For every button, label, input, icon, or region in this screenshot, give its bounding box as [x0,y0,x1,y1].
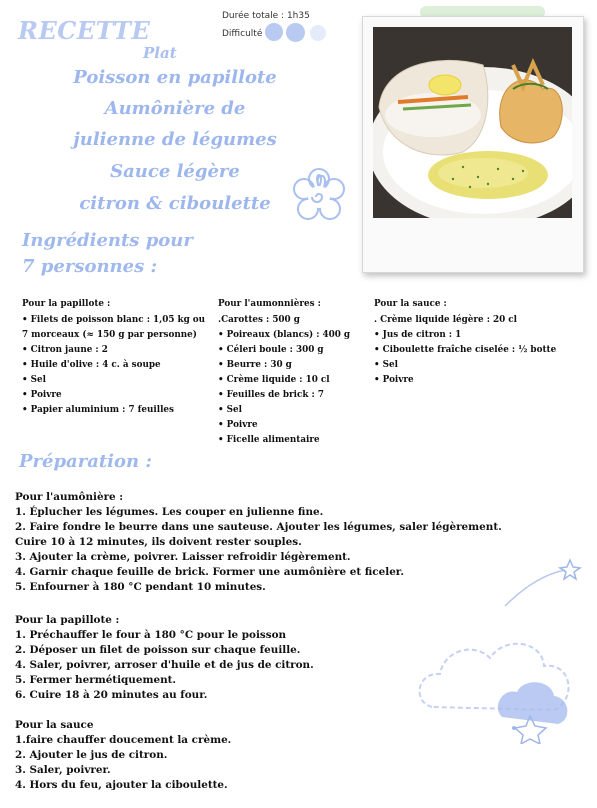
cloud-doodle-icon [412,622,580,744]
ingredient-item: • Sel [22,375,46,385]
prep-step: 6. Cuire 18 à 20 minutes au four. [15,689,208,701]
prep-step: 1. Éplucher les légumes. Les couper en julienne fine. [15,506,324,518]
prep-section-title: Pour la sauce [15,719,94,731]
dish-name-line: Aumônière de [104,98,246,119]
ingredients-heading-line: 7 personnes : [22,256,158,277]
dish-name-line: citron & ciboulette [79,193,271,214]
total-duration: Durée totale : 1h35 [222,11,310,21]
ingredients-heading [22,228,193,280]
prep-section-title: Pour la papillote : [15,614,120,626]
prep-step: 1. Préchauffer le four à 180 °C pour le poisson [15,629,287,641]
ingredients-heading-line: Ingrédients pour [22,230,193,251]
ingredients-papillote [22,297,205,418]
ingredients-section-title: Pour la sauce : [374,299,447,309]
prep-sauce [15,718,231,793]
ingredient-item: • Jus de citron : 1 [374,330,462,340]
ingredient-item: • Crème liquide : 10 cl [218,375,330,385]
prep-step: 3. Saler, poivrer. [15,764,111,776]
difficulty-dot [310,25,326,41]
ingredient-item: • Filets de poisson blanc : 1,05 kg ou [22,315,206,325]
ingredient-item: • Poivre [374,375,414,385]
flower-doodle-icon [286,165,352,231]
preparation-heading: Préparation : [19,451,153,472]
prep-step: 3. Ajouter la crème, poivrer. Laisser refroidir légèrement. [15,551,351,563]
ingredient-item: • Poivre [218,420,258,430]
ingredient-item: 7 morceaux (≈ 150 g par personne) [22,330,197,340]
recipe-title: RECETTE [18,16,151,45]
ingredients-section-title: Pour la papillote : [22,299,111,309]
difficulty-dot [286,23,305,42]
ingredient-item: • Feuilles de brick : 7 [218,390,324,400]
ingredient-item: • Beurre : 30 g [218,360,292,370]
prep-step: 4. Garnir chaque feuille de brick. Former une aumônière et ficeler. [15,566,404,578]
prep-step: 2. Ajouter le jus de citron. [15,749,168,761]
ingredients-sauce [374,297,556,388]
prep-step: 1.faire chauffer doucement la crème. [15,734,232,746]
ingredient-item: • Sel [218,405,242,415]
dish-category: Plat [143,44,177,62]
difficulty-dot [265,23,283,41]
prep-step: 5. Enfourner à 180 °C pendant 10 minutes. [15,581,266,593]
ingredients-aumonieres [218,297,350,448]
prep-step: 2. Déposer un filet de poisson sur chaque feuille. [15,644,301,656]
ingredient-item: • Céleri boule : 300 g [218,345,324,355]
prep-step: 5. Fermer hermétiquement. [15,674,177,686]
prep-aumoniere [15,490,502,595]
ingredient-item: • Papier aluminium : 7 feuilles [22,405,174,415]
dish-name-line: julienne de légumes [73,129,277,150]
ingredient-item: • Ciboulette fraîche ciselée : ½ botte [374,345,557,355]
ingredient-item: • Citron jaune : 2 [22,345,108,355]
prep-papillote [15,613,314,703]
prep-section-title: Pour l'aumônière : [15,491,124,503]
ingredient-item: • Huile d'olive : 4 c. à soupe [22,360,161,370]
dish-name-line: Sauce légère [110,161,240,182]
ingredient-item: • Poivre [22,390,62,400]
dish-name-line: Poisson en papillote [73,67,277,88]
prep-step: Cuire 10 à 12 minutes, ils doivent rester souples. [15,536,302,548]
prep-step: 4. Hors du feu, ajouter la ciboulette. [15,779,228,791]
dish-photo [362,16,584,273]
ingredient-item: . Crème liquide légère : 20 cl [374,315,518,325]
prep-step: 2. Faire fondre le beurre dans une sauteuse. Ajouter les légumes, saler légèrement. [15,521,502,533]
shooting-star-icon [500,556,585,611]
prep-step: 4. Saler, poivrer, arroser d'huile et de jus de citron. [15,659,314,671]
ingredient-item: • Sel [374,360,398,370]
ingredient-item: • Poireaux (blancs) : 400 g [218,330,351,340]
difficulty-label: Difficulté [222,29,263,39]
ingredient-item: • Ficelle alimentaire [218,435,320,445]
ingredient-item: .Carottes : 500 g [218,315,300,325]
dish-photo-image [373,27,572,218]
ingredients-section-title: Pour l'aumonnières : [218,299,321,309]
